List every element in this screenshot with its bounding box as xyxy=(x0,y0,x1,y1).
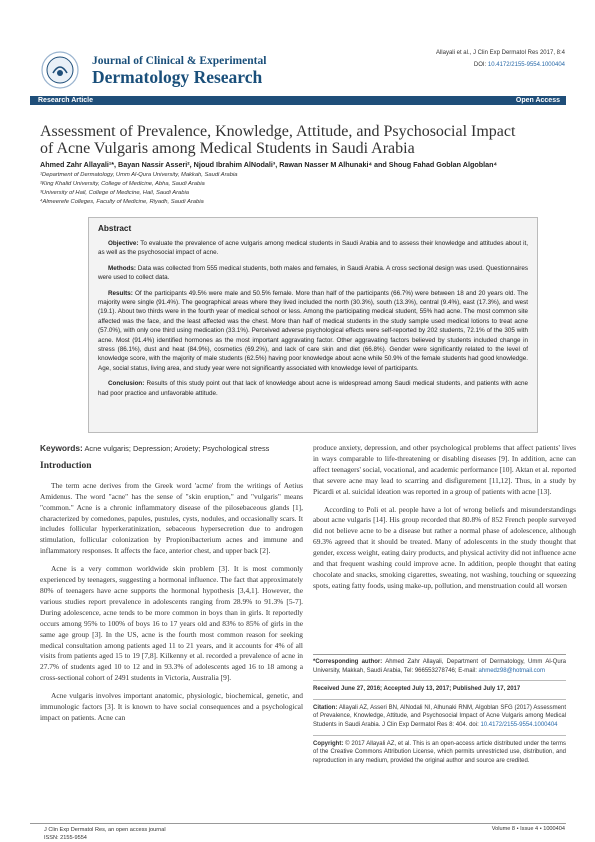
copyright xyxy=(313,740,566,766)
citation-line: Allayali et al., J Clin Exp Dermatol Res 2017, 8:4 xyxy=(435,50,565,56)
affiliation-item: ⁴Almeerefe Colleges, Faculty of Medicine, Riyadh, Saudi Arabia xyxy=(40,199,204,205)
body-column-left xyxy=(40,443,303,731)
divider xyxy=(313,735,566,736)
open-access-label: Open Access xyxy=(515,97,560,104)
abstract-conclusion xyxy=(98,379,528,398)
body-column-right xyxy=(313,443,576,599)
dates: Received June 27, 2016; Accepted July 13, 2017; Published July 17, 2017 xyxy=(313,686,521,693)
copyright-text: © 2017 Allayali AZ, et al. This is an open-access article distributed under the terms of the Creative Commons Attribution License, which permits unrestricted use, distribution, and reproduction in any medium, provided the original author and source are credited. xyxy=(313,740,566,764)
footer-divider xyxy=(30,823,566,824)
journal-name-top: Journal of Clinical & Experimental xyxy=(92,55,267,67)
journal-logo xyxy=(40,50,80,90)
doi-label: DOI: xyxy=(473,62,487,68)
article-type-label: Research Article xyxy=(38,97,93,104)
body-paragraph: The term acne derives from the Greek word 'acme' from the writings of Aetius Amidenus. The word "acne" has the sense of "skin eruption," and "vulgaris" means "common." Acne is a chronic inflammatory disease of the pilosebaceous glands [1], characterized by comedones, papules, pustules, cysts, nodules, and occasionally scars. It includes follicular hyperkeratinization, sebaceous hypersecretion due to androgen stimulation, follicular colonization by Propionibacterium acnes and immune and inflammatory responses. It affects the face, anterior chest, and upper back [2]. xyxy=(40,480,303,556)
corresponding-text: Ahmed Zahr Allayali, Department of Dermatology, Umm Al-Qura University, Makkah, Saudi Arabia, Tel: 966553278746; E-mail: xyxy=(313,659,566,674)
abstract-objective xyxy=(98,239,528,258)
methods-label: Methods: xyxy=(108,264,136,272)
citation xyxy=(313,704,566,730)
keywords xyxy=(40,443,303,455)
abstract-box xyxy=(88,217,538,433)
objective-text: To evaluate the prevalence of acne vulgaris among medical students in Saudi Arabia and to assess their knowledge and attitudes about it, as well as the psychosocial impact of acne. xyxy=(98,240,529,257)
abstract-methods xyxy=(98,264,528,283)
title-line-1: Assessment of Prevalence, Knowledge, Attitude, and Psychosocial Impact xyxy=(40,123,516,140)
footer-issn: ISSN: 2155-9554 xyxy=(44,835,87,841)
title-line-2: of Acne Vulgaris among Medical Students in Saudi Arabia xyxy=(40,140,415,157)
citation-header xyxy=(436,47,565,71)
conclusion-text: Results of this study point out that lack of knowledge about acne is widespread among Saudi medical students, and patients with acne had poor practice and unfavorable attitude. xyxy=(98,380,529,397)
email-link[interactable]: ahmedz98@hotmail.com xyxy=(478,667,546,674)
body-paragraph: According to Poli et al. people have a lot of wrong beliefs and misunderstandings about acne vulgaris [14]. His group recorded that 80.8% of 852 French people surveyed did not believe acne to be a disease but rather a normal phase of adolescence, although 69.3% agreed that it should be treated. Many of adolescents in the study thought that gender, excess weight, eating dairy products, and physical activity did not influence acne and that frequent washing could improve acne. In addition, people thought that eating chocolate and snacks, smoking cigarettes, sweating, not washing, touching or squeezing spots, eating fatty foods, using make-up, pollution, and menstruation could all worsen xyxy=(313,504,577,590)
body-paragraph: produce anxiety, depression, and other psychological problems that affect patients' lives in ways comparable to life-threatening or disabling diseases [9]. In addition, acne can affect teenagers' social, vocational, and academic performance [10]. Aktan et al. reported that severe acne may lead to scarring and disfigurement [11,12]. Thus, in a study by Picardi et al. suicidal ideation was reported in a group of patients with acne [13]. xyxy=(313,443,576,496)
keywords-text: Acne vulgaris; Depression; Anxiety; Psychological stress xyxy=(84,444,270,453)
article-title xyxy=(40,123,565,157)
citation-doi-link[interactable]: 10.4172/2155-9554.1000404 xyxy=(480,721,558,728)
author-list: Ahmed Zahr Allayali¹*, Bayan Nassir Asseri², Njoud Ibrahim AlNodali³, Rawan Nasser M Alhunaki⁴ and Shoug Fahad Goblan Algoblan⁴ xyxy=(40,160,498,169)
footer-volume-info: Volume 8 • Issue 4 • 1000404 xyxy=(491,826,565,832)
objective-label: Objective: xyxy=(108,240,139,247)
affiliations xyxy=(40,171,237,207)
footer-journal-info xyxy=(44,826,166,842)
divider xyxy=(313,699,566,700)
affiliation-item: ³University of Hail, College of Medicine, Hail, Saudi Arabia xyxy=(40,190,189,196)
citation-label: Citation: xyxy=(313,704,338,711)
keywords-label: Keywords: xyxy=(40,443,83,453)
section-heading-introduction: Introduction xyxy=(40,460,92,471)
body-paragraph: Acne is a very common worldwide skin problem [3]. It is most commonly experienced by teenagers, suggesting a hormonal influence. The fact that approximately 80% of teenagers have acne supports the hormonal hypothesis [3,4,1]. However, the various studies report prevalence in adolescents ranging from 28.9% to 91.3% [5-7]. During adolescence, acne tends to be more common in boys than in girls. It reportedly occurs among 95% to 100% of boys 16 to 17 years old and 83% to 85% of girls in the same age group [3]. In the US, acne is the fourth most common reason for seeking medical consultation among patients aged 11 to 21 years, and it accounts for 4% of all visits from patients aged 15 to 19 [7,8]. Kilkenny et al. recorded a prevalence of acne in 27.7% of students aged 10 to 12 and in 93.3% of adolescents aged 16 to 18 among a cross-sectional cohort of 2491 students in Victoria, Australia [9]. xyxy=(40,564,303,683)
journal-name-main: Dermatology Research xyxy=(92,67,263,87)
body-paragraph: Acne vulgaris involves important anatomic, physiologic, biochemical, genetic, and immunologic factors [3]. It is known to have social consequences and a psychological impact on patients. Acne can xyxy=(40,691,303,722)
results-label: Results: xyxy=(108,289,133,297)
abstract-results xyxy=(98,289,528,374)
citation-text: Allayali AZ, Asseri BN, AlNodali NI, Alhunaki RNM, Algoblan SFG (2017) Assessment of Prevalence, Knowledge, Attitude, and Psychosocial Impact of Acne Vulgaris among Medical Students in Saudi Arabia. J Clin Exp Dermatol Res 8: 404. doi: xyxy=(313,704,566,728)
corresponding-label: *Corresponding author: xyxy=(313,659,383,665)
methods-text: Data was collected from 555 medical students, both males and females, in Saudi Arabia. A cross sectional design was used. Questionnaires were used to collect data. xyxy=(98,264,529,282)
article-type-ribbon xyxy=(30,96,566,105)
footer-journal-name: J Clin Exp Dermatol Res, an open access journal xyxy=(44,827,166,833)
affiliation-item: ¹Department of Dermatology, Umm Al-Qura University, Makkah, Saudi Arabia xyxy=(40,172,238,178)
divider xyxy=(313,680,566,681)
copyright-label: Copyright: xyxy=(313,740,344,747)
doi-link[interactable]: 10.4172/2155-9554.1000404 xyxy=(487,62,565,68)
abstract-heading: Abstract xyxy=(98,224,132,233)
article-info-box xyxy=(313,654,566,770)
results-text: Of the participants 49.5% were male and 50.5% female. More than half of the participants (66.7%) were between 18 and 20 years old. The majority were single (91.4%). The geographical areas where they lived included the north (30.3%), south (13.3%), central (9.4%), east (17.3%), and west (19.1). About two thirds were in the fourth year of medical school or less. Among the participating medical student, 55% had acne. The most common site affected was the face, and the least affected was the chest. More than half of medical students in the study sample used medical lotions to treat acne (57.0%), with only one third using medication (33.1%). Perceived adverse psychological effects were self-reported by 202 students, 72.1% of the 305 with acne. Most (91.4%) identified hormones as the most important aggravating factor. Other aggravating factors believed by students included change in stress (86.1%), dust and heat (84.9%), cosmetics (69.2%), and lack of care skin and diet (66.8%). Gender were significantly related to the level of knowledge score, with the majority of male students (62.5%) having poor knowledge about acne while 50.9% of the female students had good knowledge. Age, social status, living area, and study year were not significantly associated with knowledge level of participants. xyxy=(98,289,528,372)
affiliation-item: ²King Khalid University, College of Medicine, Abha, Saudi Arabia xyxy=(40,181,205,187)
corresponding-author xyxy=(313,658,566,675)
conclusion-label: Conclusion: xyxy=(108,380,145,388)
